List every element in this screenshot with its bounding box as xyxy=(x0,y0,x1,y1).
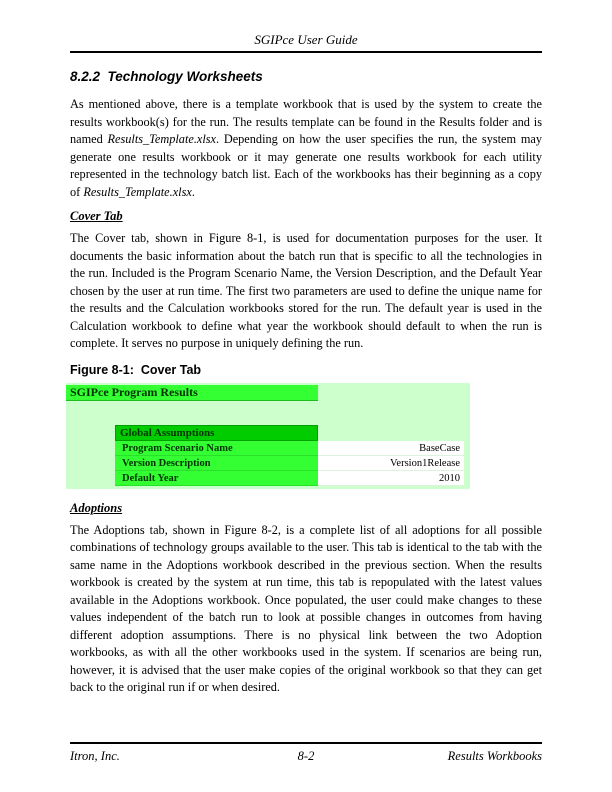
figure-spacer xyxy=(66,401,470,425)
row-label-default-year: Default Year xyxy=(115,471,318,486)
table-row xyxy=(115,471,464,486)
cover-tab-heading: Cover Tab xyxy=(70,209,123,223)
adoptions-heading: Adoptions xyxy=(70,500,123,515)
footer-page-number: 8-2 xyxy=(297,749,315,763)
row-label-program-scenario-name: Program Scenario Name xyxy=(115,441,318,456)
running-header-title: SGIPce User Guide xyxy=(254,32,358,47)
intro-text-3: . xyxy=(191,184,195,199)
intro-text-2: . Depending on how the user specifies the run, the system may generate one results workbook or it may generate one results workbook for each utility represented in the technology batch list. Each of the workbooks has their beginning as a copy of xyxy=(70,132,542,199)
footer-company: Itron, Inc. xyxy=(70,749,120,763)
intro-paragraph xyxy=(70,96,542,201)
row-value-default-year: 2010 xyxy=(318,471,464,486)
results-template-filename: Results_Template.xlsx xyxy=(107,132,217,146)
adoptions-paragraph: The Adoptions tab, shown in Figure 8-2, is a complete list of all adoptions for all possible combinations of technology groups available to the user. This tab is identical to the tab with the same name in the Adoptions workbook described in the previous section. When the results workbook is created by the system at run time, this tab is repopulated with the latest values available in the Adoptions workbook. Once populated, the user could make changes to these values independent of the batch run to look at possible changes in outcomes from having different adoption assumptions. There is no physical link between the two Adoption workbooks, as with all the other workbooks used in the system. If scenarios are being run, however, it is advised that the user make copies of the original workbook so that they can get back to the original run if or when desired. xyxy=(70,522,542,694)
results-template-filename-2: Results_Template.xlsx xyxy=(83,184,192,199)
figure-caption: Figure 8-1: Cover Tab xyxy=(70,362,202,377)
row-label-version-description: Version Description xyxy=(115,456,318,471)
table-row xyxy=(115,456,464,471)
footer-section-title: Results Workbooks xyxy=(447,749,542,763)
table-row xyxy=(115,441,464,456)
row-value-version-description: Version1Release xyxy=(318,456,464,471)
figure-title-bar: SGIPce Program Results xyxy=(66,385,318,401)
running-header xyxy=(70,0,542,53)
intro-text-1: As mentioned above, there is a template workbook that is used by the system to create the results workbook(s) for the run. The results template can be found in the Results folder and is named xyxy=(70,97,542,146)
page-content xyxy=(70,0,542,697)
cover-tab-paragraph: The Cover tab, shown in Figure 8-1, is used for documentation purposes for the user. It documents the basic information about the batch run that is specific to all the technologies in the run. Included is the Program Scenario Name, the Version Description, and the Default Year chosen by the user at run time. The first two parameters are used to define the unique name for the results and the Calculation workbooks stored for the run. The default year is used in the Calculation workbook to define what year the workbook should default to when the run is complete. It serves no purpose in uniquely defining the run. xyxy=(70,231,542,350)
cover-tab-figure xyxy=(66,383,470,489)
row-value-program-scenario-name: BaseCase xyxy=(318,441,464,456)
figure-global-assumptions-bar: Global Assumptions xyxy=(115,425,318,441)
section-heading: 8.2.2 Technology Worksheets xyxy=(70,69,263,84)
page-footer xyxy=(70,742,542,764)
